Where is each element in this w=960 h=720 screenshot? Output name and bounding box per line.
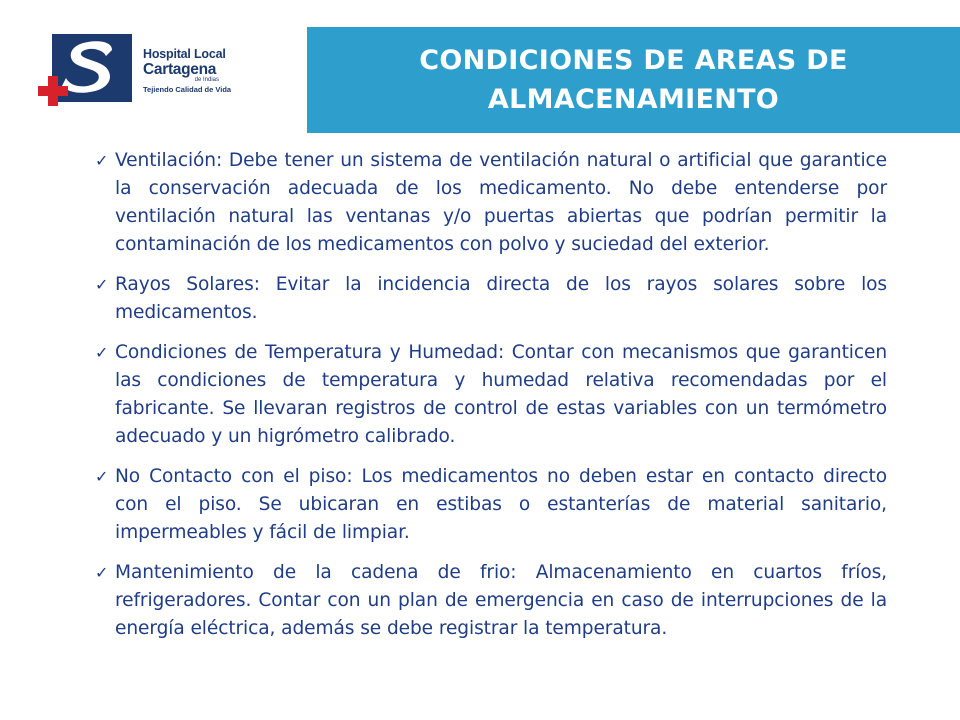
- slide-title: CONDICIONES DE AREAS DE ALMACENAMIENTO: [419, 45, 848, 115]
- bullet-cadena-frio: [95, 559, 887, 643]
- logo-de-indias: de Indias: [194, 77, 219, 83]
- bullet-no-contacto-piso: [95, 463, 887, 547]
- logo-cartagena: Cartagena: [143, 60, 217, 78]
- bullet-temperatura-humedad: [95, 339, 887, 451]
- title-band: [307, 27, 960, 133]
- logo-text: [143, 48, 231, 94]
- bullet-list: [95, 147, 887, 655]
- bullet-text: Rayos Solares: Evitar la incidencia directa de los rayos solares sobre los medicamentos.: [115, 274, 887, 323]
- bullet-ventilacion: [95, 147, 887, 259]
- checkmark-icon: ✓: [95, 151, 109, 170]
- hospital-logo: [38, 30, 238, 110]
- bullet-text: No Contacto con el piso: Los medicamentos no deben estar en contacto directo con el piso. Se ubicaran en estibas o estanterías de material sanitario, impermeables y fácil de limpiar.: [115, 466, 887, 543]
- checkmark-icon: ✓: [95, 563, 109, 582]
- checkmark-icon: ✓: [95, 343, 109, 362]
- checkmark-icon: ✓: [95, 275, 109, 294]
- hospital-logo-mark: [38, 30, 138, 110]
- bullet-text: Mantenimiento de la cadena de frio: Almacenamiento en cuartos fríos, refrigeradores. Contar con un plan de emergencia en caso de interrupciones de la energía eléctrica, además se debe registrar la temperatura.: [115, 562, 887, 639]
- logo-hospital-local: Hospital Local: [143, 47, 226, 61]
- bullet-text: Condiciones de Temperatura y Humedad: Contar con mecanismos que garanticen las condiciones de temperatura y humedad relativa recomendadas por el fabricante. Se llevaran registros de control de estas variables con un termómetro adecuado y un higrómetro calibrado.: [115, 342, 887, 447]
- checkmark-icon: ✓: [95, 467, 109, 486]
- bullet-rayos-solares: [95, 271, 887, 327]
- logo-tagline: Tejiendo Calidad de Vida: [143, 85, 232, 94]
- bullet-text: Ventilación: Debe tener un sistema de ventilación natural o artificial que garantice la conservación adecuada de los medicamento. No debe entenderse por ventilación natural las ventanas y/o puertas abiertas que podrían permitir la contaminación de los medicamentos con polvo y suciedad del exterior.: [115, 150, 887, 255]
